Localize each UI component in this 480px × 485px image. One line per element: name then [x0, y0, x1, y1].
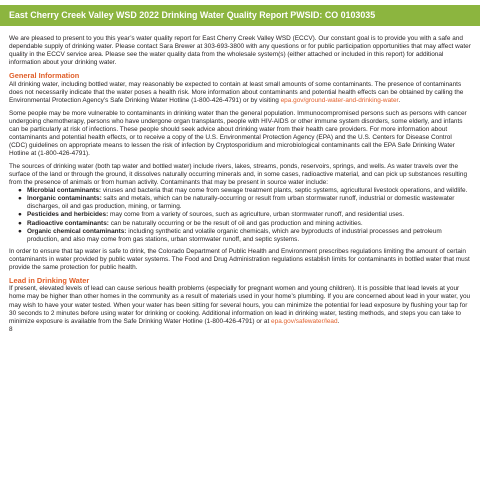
bullet-icon: ● [18, 187, 22, 195]
bullet-icon: ● [18, 195, 22, 203]
list-item [18, 228, 471, 244]
general-paragraph-1 [9, 81, 471, 105]
general-paragraph-3: The sources of drinking water (both tap water and bottled water) include rivers, lakes, streams, ponds, reservoirs, springs, and wells. As water travels over the surface of the land or through the ground, it dissolves naturally occurring minerals and, in some cases, radioactive material, and can pick up substances resulting from the presence of animals or from human activity. Contaminants that may be present in source water include: [9, 163, 468, 187]
contaminant-list [9, 187, 471, 243]
bullet-text: viruses and bacteria that may come from sewage treatment plants, septic systems, agricultural livestock operations, and wildlife. [101, 187, 468, 195]
general-paragraph-4: In order to ensure that tap water is safe to drink, the Colorado Department of Public Health and Environment prescribes regulations limiting the amount of certain contaminants in water provided by public water systems. The Food and Drug Administration regulations establish limits for contaminants in bottled water that must provide the same protection for public health. [9, 247, 470, 271]
report-header [0, 5, 480, 26]
bullet-text: including synthetic and volatile organic chemicals, which are byproducts of industrial processes and petroleum production, and also may come from gas stations, urban stormwater runoff, and septic systems. [27, 227, 442, 243]
list-item [18, 187, 471, 195]
list-item [18, 211, 471, 219]
general-information-heading: General Information [9, 71, 80, 81]
bullet-term: Radioactive contaminants: [27, 219, 109, 227]
lead-paragraph [9, 285, 471, 325]
list-item [18, 220, 471, 228]
general-p1-end: . [398, 96, 401, 104]
bullet-term: Pesticides and herbicides: [27, 211, 109, 219]
bullet-icon: ● [18, 211, 22, 219]
bullet-term: Organic chemical contaminants: [27, 227, 127, 235]
lead-heading: Lead in Drinking Water [9, 275, 90, 285]
bullet-term: Inorganic contaminants: [27, 195, 102, 203]
lead-end: . [337, 317, 340, 325]
report-body [0, 26, 480, 334]
page-number: 8 [9, 325, 13, 333]
bullet-text: salts and metals, which can be naturally-occurring or result from urban stormwater runoff, industrial or domestic wastewater discharges, oil and gas production, mining, or farming. [27, 195, 455, 211]
lead-text: If present, elevated levels of lead can cause serious health problems (especially for pregnant women and young children). It is possible that lead levels at your home may be higher than other homes in the community as a result of materials used in your home’s plumbing. If you are concerned about lead in your water, you may wish to have your water tested. When your water has been sitting for several hours, you can minimize the potential for lead exposure by flushing your tap for 30 seconds to 2 minutes before using water for drinking or cooking. Additional information on lead in drinking water, testing methods, and steps you can take to minimize exposure is available from the Safe Drinking Water Hotline (1-800-426-4791) or at [9, 285, 471, 325]
epa-groundwater-link[interactable]: epa.gov/ground-water-and-drinking-water [280, 96, 399, 104]
report-title: East Cherry Creek Valley WSD 2022 Drinking Water Quality Report PWSID: CO 0103035 [9, 10, 376, 20]
general-paragraph-2: Some people may be more vulnerable to contaminants in drinking water than the general population. Immunocompromised persons such as persons with cancer undergoing chemotherapy, persons who have undergone organ transplants, people with HIV-AIDS or other immune system disorders, some elderly, and infants can be particularly at risk of infections. These people should seek advice about drinking water from their health care providers. For more information about contaminants and potential health effects, or to receive a copy of the U.S. Environmental Protection Agency (EPA) and the U.S. Centers for Disease Control (CDC) guidelines on appropriate means to lessen the risk of infection by Cryptosporidium and microbiological contaminants call the EPA Safe Drinking Water Hotline at (1-800-426-4791). [9, 109, 467, 158]
intro-paragraph: We are pleased to present to you this year’s water quality report for East Cherry Creek Valley WSD (ECCV). Our constant goal is to provide you with a safe and dependable supply of drinking water. Please contact Sara Brewer at 303-693-3800 with any questions or for public participation opportunities that may affect water quality in the ECCV service area. Please see the water quality data from the wholesale system(s) (either attached or included in this report) for additional information about your drinking water. [9, 35, 471, 67]
epa-lead-link[interactable]: epa.gov/safewater/lead [271, 317, 338, 325]
bullet-icon: ● [18, 219, 22, 227]
bullet-term: Microbial contaminants: [27, 187, 102, 195]
bullet-text: may come from a variety of sources, such as agriculture, urban stormwater runoff, and residential uses. [108, 211, 404, 219]
bullet-text: can be naturally occurring or be the result of oil and gas production and mining activities. [108, 219, 363, 227]
bullet-icon: ● [18, 227, 22, 235]
general-p1-text: All drinking water, including bottled water, may reasonably be expected to contain at least small amounts of some contaminants. The presence of contaminants does not necessarily indicate that the water poses a health risk. More information about contaminants and potential health effects can be obtained by calling the Environmental Protection Agency’s Safe Drinking Water Hotline (1-800-426-4791) or by visiting [9, 80, 464, 104]
list-item [18, 195, 471, 211]
